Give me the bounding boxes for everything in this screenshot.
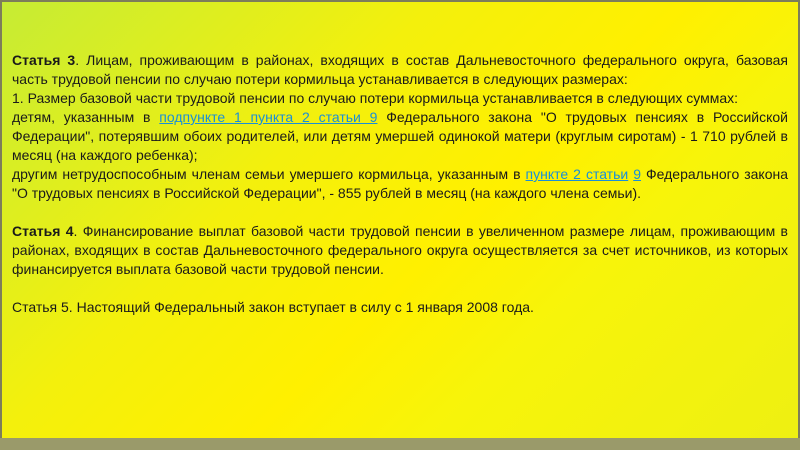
spacer <box>12 279 788 298</box>
article-3-paragraph <box>12 51 788 89</box>
article-5-paragraph: Статья 5. Настоящий Федеральный закон вступает в силу с 1 января 2008 года. <box>12 299 534 315</box>
link-article-9[interactable]: 9 <box>633 166 642 182</box>
law-text <box>12 51 788 317</box>
link-subparagraph-1-item-2-article-9[interactable]: подпункте 1 пункта 2 статьи 9 <box>159 109 378 125</box>
children-text-after: Федерального закона "О трудовых пенсиях в Российской Федерации", потерявшим обоих родителей, или детям умершей одинокой матери (круглым сиротам) - 1 710 рублей в месяц (на каждого ребенка); <box>12 109 788 163</box>
article-4-heading: Статья 4 <box>12 223 74 239</box>
article-3-text: . Лицам, проживающим в районах, входящих в состав Дальневосточного федерального округа, базовая часть трудовой пенсии по случаю потери кормильца устанавливается в следующих размерах: <box>12 52 789 87</box>
spacer <box>12 203 788 222</box>
article-4-text: . Финансирование выплат базовой части трудовой пенсии в увеличенном размере лицам, проживающим в районах, входящих в состав Дальневосточного федерального округа осуществляется за счет источников, из которых финансируется выплата базовой части трудовой пенсии. <box>12 223 788 277</box>
article-3-children-clause <box>12 108 788 165</box>
link-item-2-article[interactable]: пункте 2 статьи <box>525 166 629 182</box>
others-text-after: Федерального закона "О трудовых пенсиях в Российской Федерации", - 855 рублей в месяц (на каждого члена семьи). <box>12 166 789 201</box>
article-3-heading: Статья 3 <box>12 52 76 68</box>
article-3-item-1: 1. Размер базовой части трудовой пенсии по случаю потери кормильца устанавливается в следующих суммах: <box>12 90 739 106</box>
article-3-others-clause <box>12 165 788 203</box>
children-text-before: детям, указанным в <box>12 109 160 125</box>
article-4-paragraph <box>12 222 788 279</box>
others-text-before: другим нетрудоспособным членам семьи умершего кормильца, указанным в <box>12 166 526 182</box>
bottom-bar <box>0 438 800 450</box>
